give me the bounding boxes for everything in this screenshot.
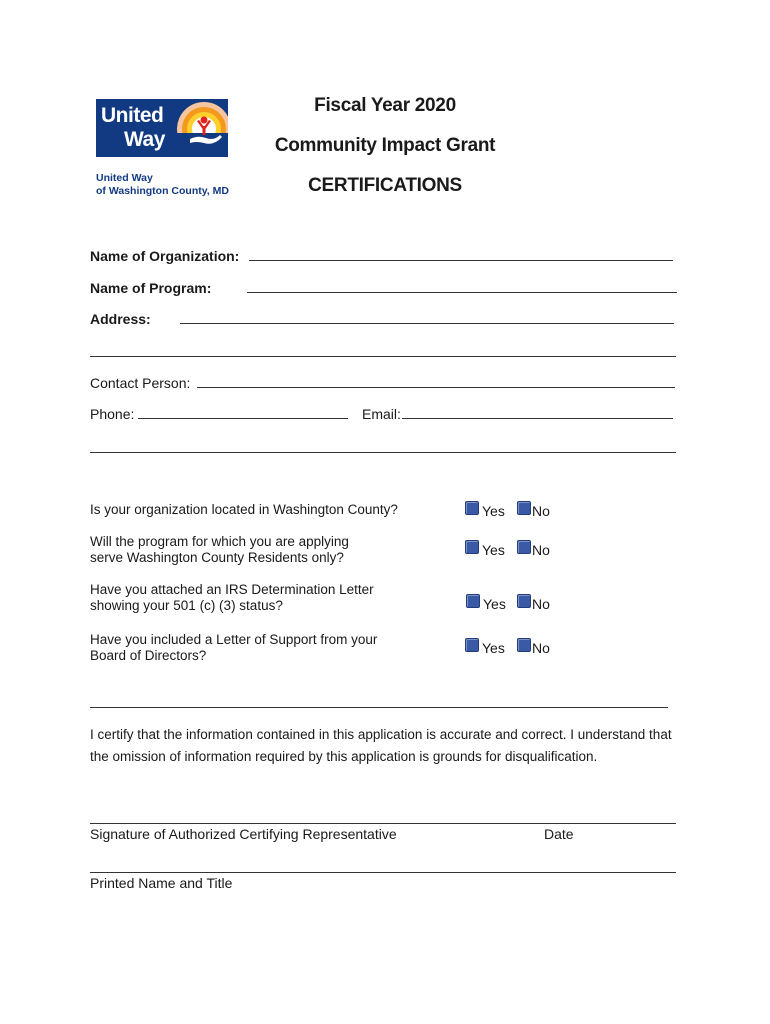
residents-no-label: No: [532, 542, 550, 558]
question-residents: Will the program for which you are applying serve Washington County Residents only?: [90, 534, 349, 565]
question-irs-letter: Have you attached an IRS Determination Letter showing your 501 (c) (3) status?: [90, 582, 374, 613]
rainbow-hand-icon: [168, 99, 228, 157]
location-no-label: No: [532, 503, 550, 519]
location-no-checkbox[interactable]: [517, 501, 531, 515]
fiscal-year-title: Fiscal Year 2020: [314, 95, 456, 116]
phone-field[interactable]: [138, 418, 348, 419]
address-label: Address:: [90, 311, 151, 327]
certifications-title: CERTIFICATIONS: [308, 175, 462, 196]
irs-letter-yes-checkbox[interactable]: [466, 594, 480, 608]
question-location: Is your organization located in Washington County?: [90, 502, 398, 517]
email-field[interactable]: [402, 418, 673, 419]
organization-name-label: Name of Organization:: [90, 248, 240, 264]
location-yes-label: Yes: [482, 503, 505, 519]
logo-subtitle: United Way of Washington County, MD: [96, 172, 229, 197]
phone-label: Phone:: [90, 406, 135, 422]
printed-name-field[interactable]: [90, 872, 676, 873]
program-name-field[interactable]: [247, 292, 677, 293]
residents-yes-checkbox[interactable]: [465, 540, 479, 554]
contact-person-field[interactable]: [197, 387, 675, 388]
support-letter-no-checkbox[interactable]: [517, 638, 531, 652]
program-name-label: Name of Program:: [90, 280, 212, 296]
printed-name-label: Printed Name and Title: [90, 875, 233, 891]
irs-letter-yes-label: Yes: [483, 596, 506, 612]
residents-yes-label: Yes: [482, 542, 505, 558]
irs-letter-no-label: No: [532, 596, 550, 612]
location-yes-checkbox[interactable]: [465, 501, 479, 515]
support-letter-yes-checkbox[interactable]: [465, 638, 479, 652]
divider-line: [90, 452, 676, 453]
support-letter-no-label: No: [532, 640, 550, 656]
logo-word-united: United: [101, 104, 164, 127]
contact-person-label: Contact Person:: [90, 375, 191, 391]
signature-label: Signature of Authorized Certifying Representative: [90, 826, 397, 842]
question-support-letter: Have you included a Letter of Support from your Board of Directors?: [90, 632, 378, 663]
date-label: Date: [544, 826, 574, 842]
organization-name-field[interactable]: [249, 260, 673, 261]
logo-word-way: Way: [124, 128, 165, 151]
email-label: Email:: [362, 406, 401, 422]
certification-statement: I certify that the information contained in this application is accurate and correct. I understand that the omission of information required by this application is grounds for disqualification.: [90, 727, 672, 764]
united-way-logo: [96, 99, 228, 157]
grant-title: Community Impact Grant: [274, 135, 496, 156]
signature-field[interactable]: [90, 823, 676, 824]
residents-no-checkbox[interactable]: [517, 540, 531, 554]
irs-letter-no-checkbox[interactable]: [517, 594, 531, 608]
support-letter-yes-label: Yes: [482, 640, 505, 656]
section-divider: [90, 707, 668, 708]
address-field-line2[interactable]: [90, 356, 676, 357]
address-field-line1[interactable]: [180, 323, 674, 324]
